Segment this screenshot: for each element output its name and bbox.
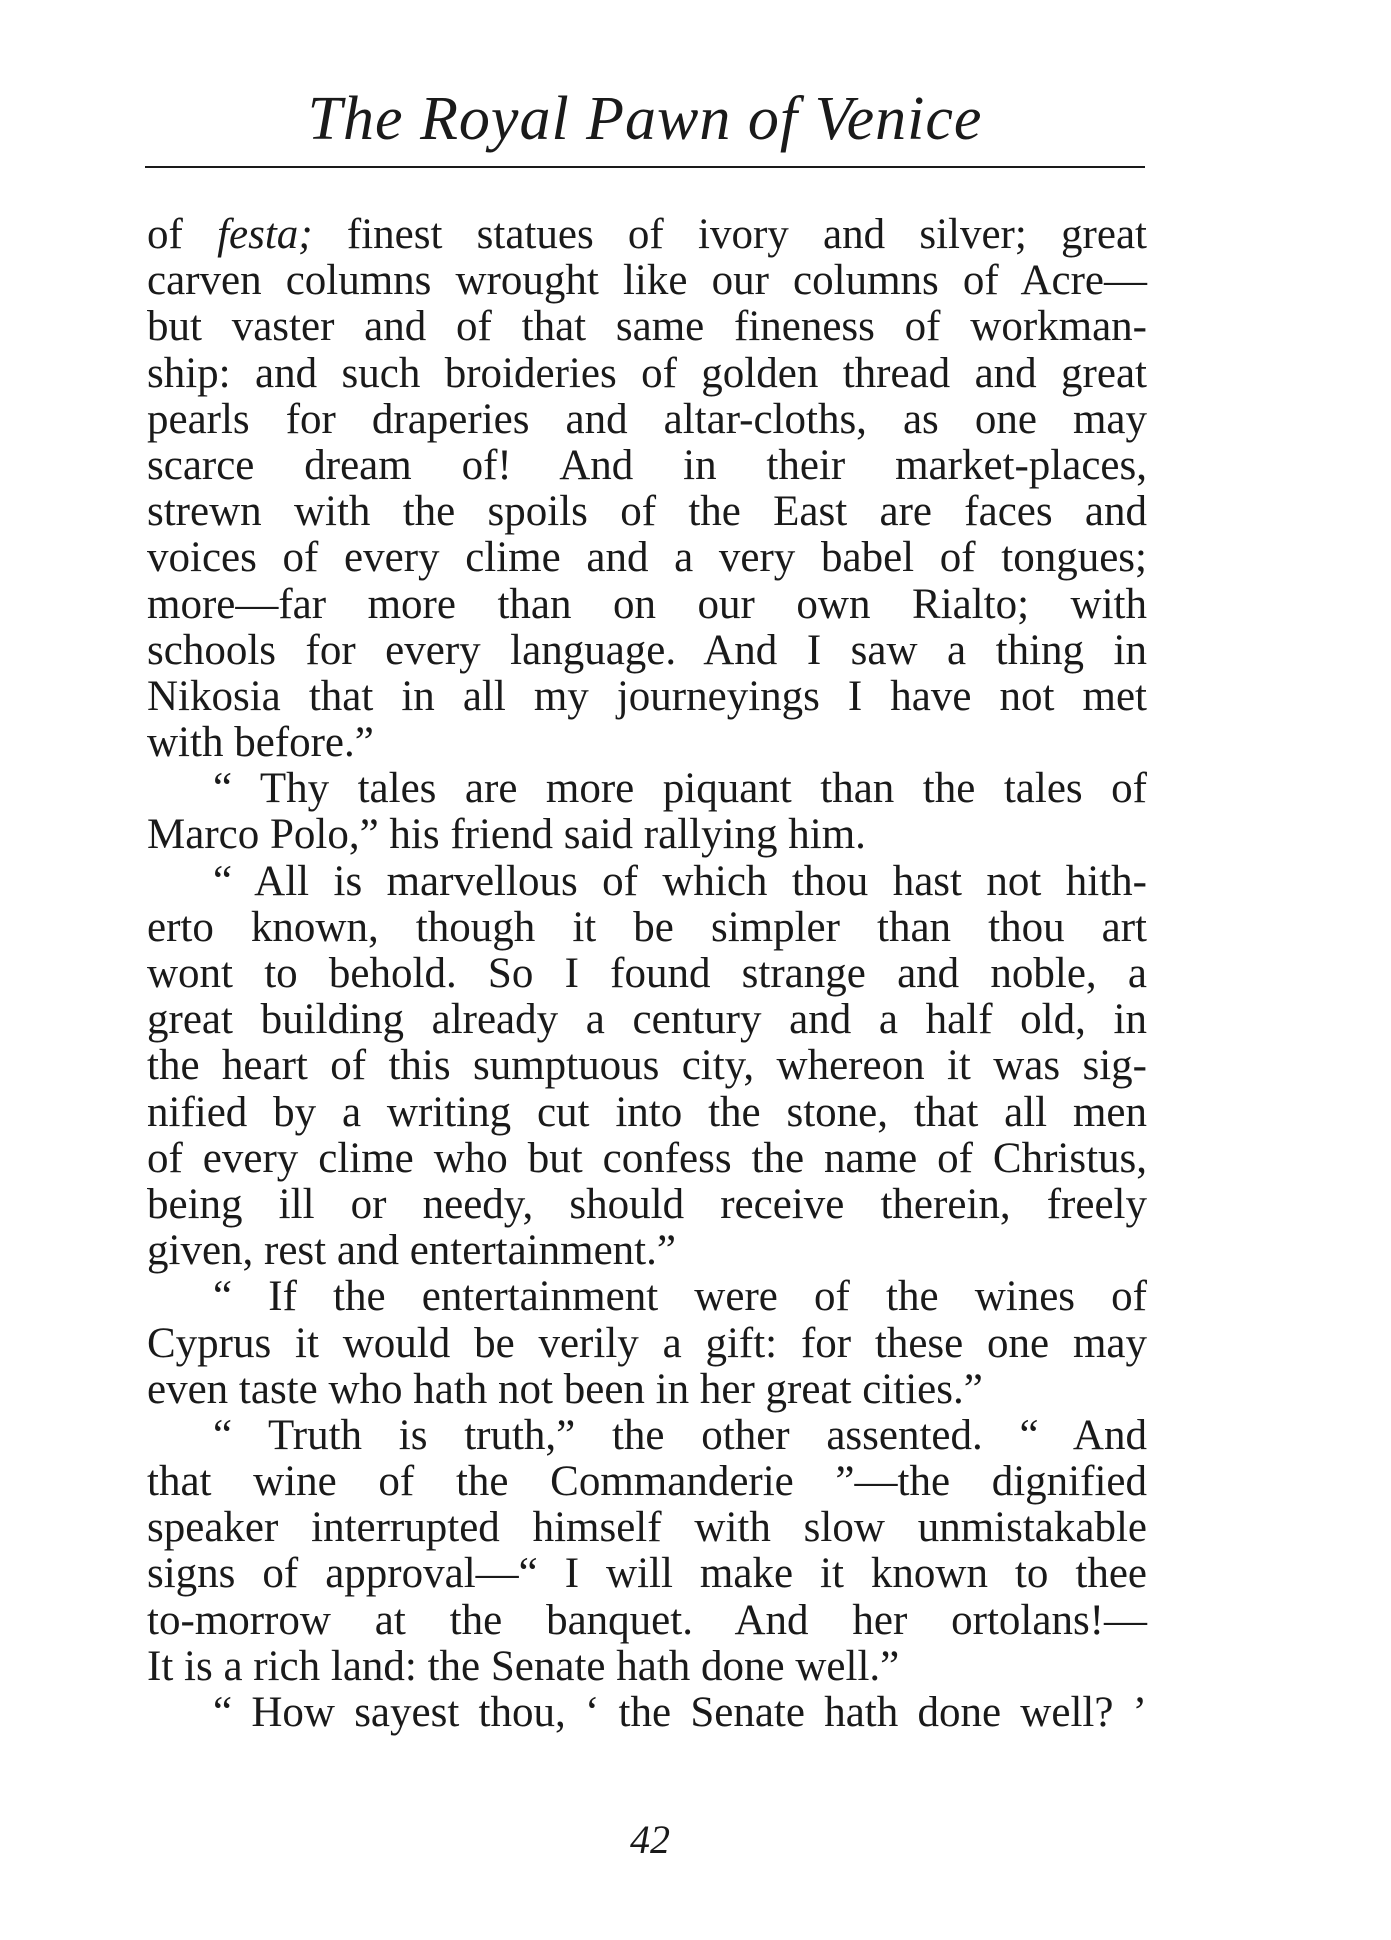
text-line: “ How sayest thou, ‘ the Senate hath done well? ’ <box>213 1689 1147 1736</box>
text-line: It is a rich land: the Senate hath done well.” <box>147 1642 900 1690</box>
text-line: that wine of the Commanderie ”—the dignified <box>147 1458 1147 1506</box>
text-line: but vaster and of that same fineness of workman- <box>147 303 1147 351</box>
text-line: given, rest and entertainment.” <box>147 1227 676 1275</box>
text-line: “ All is marvellous of which thou hast not hith- <box>213 857 1147 905</box>
text-line: erto known, though it be simpler than thou art <box>147 903 1147 951</box>
text-line: pearls for draperies and altar-cloths, as one may <box>147 395 1147 443</box>
text-line: scarce dream of! And in their market-places, <box>147 441 1147 489</box>
text-line: Cyprus it would be verily a gift: for these one may <box>147 1319 1147 1367</box>
text-line: of festa; finest statues of ivory and silver; great <box>147 211 1147 258</box>
text-line: schools for every language. And I saw a thing in <box>147 626 1147 674</box>
text-line: “ If the entertainment were of the wines of <box>213 1273 1147 1321</box>
text-line: wont to behold. So I found strange and noble, a <box>147 950 1147 997</box>
text-line: to-morrow at the banquet. And her ortolans!— <box>147 1596 1147 1644</box>
page-number: 42 <box>630 1817 670 1862</box>
text-line: with before.” <box>147 719 374 767</box>
text-line: strewn with the spoils of the East are faces and <box>147 488 1147 536</box>
text-line: Nikosia that in all my journeyings I have not met <box>147 672 1147 720</box>
text-line: more—far more than on our own Rialto; with <box>147 580 1147 628</box>
header-rule <box>145 166 1145 168</box>
text-line: “ Thy tales are more piquant than the tales of <box>213 765 1147 813</box>
text-line: nified by a writing cut into the stone, that all men <box>147 1088 1147 1136</box>
text-line: “ Truth is truth,” the other assented. “ And <box>213 1411 1147 1459</box>
italic-word: festa; <box>217 211 313 258</box>
text-line: ship: and such broideries of golden thread and great <box>147 349 1147 397</box>
text-line: signs of approval—“ I will make it known to thee <box>147 1550 1147 1598</box>
text-line: of every clime who but confess the name of Christus, <box>147 1134 1147 1182</box>
text-line: speaker interrupted himself with slow unmistakable <box>147 1504 1147 1552</box>
text-line: Marco Polo,” his friend said rallying him. <box>147 811 866 859</box>
running-head: The Royal Pawn of Venice <box>307 85 983 153</box>
text-line: voices of every clime and a very babel of tongues; <box>147 534 1147 582</box>
body-text <box>147 212 1147 1736</box>
text-line: even taste who hath not been in her great cities.” <box>147 1365 983 1413</box>
text-line: being ill or needy, should receive therein, freely <box>147 1180 1147 1228</box>
text-line: carven columns wrought like our columns of Acre— <box>147 257 1147 305</box>
text-line: the heart of this sumptuous city, whereon it was sig- <box>147 1042 1147 1090</box>
text-line: great building already a century and a half old, in <box>147 996 1147 1044</box>
